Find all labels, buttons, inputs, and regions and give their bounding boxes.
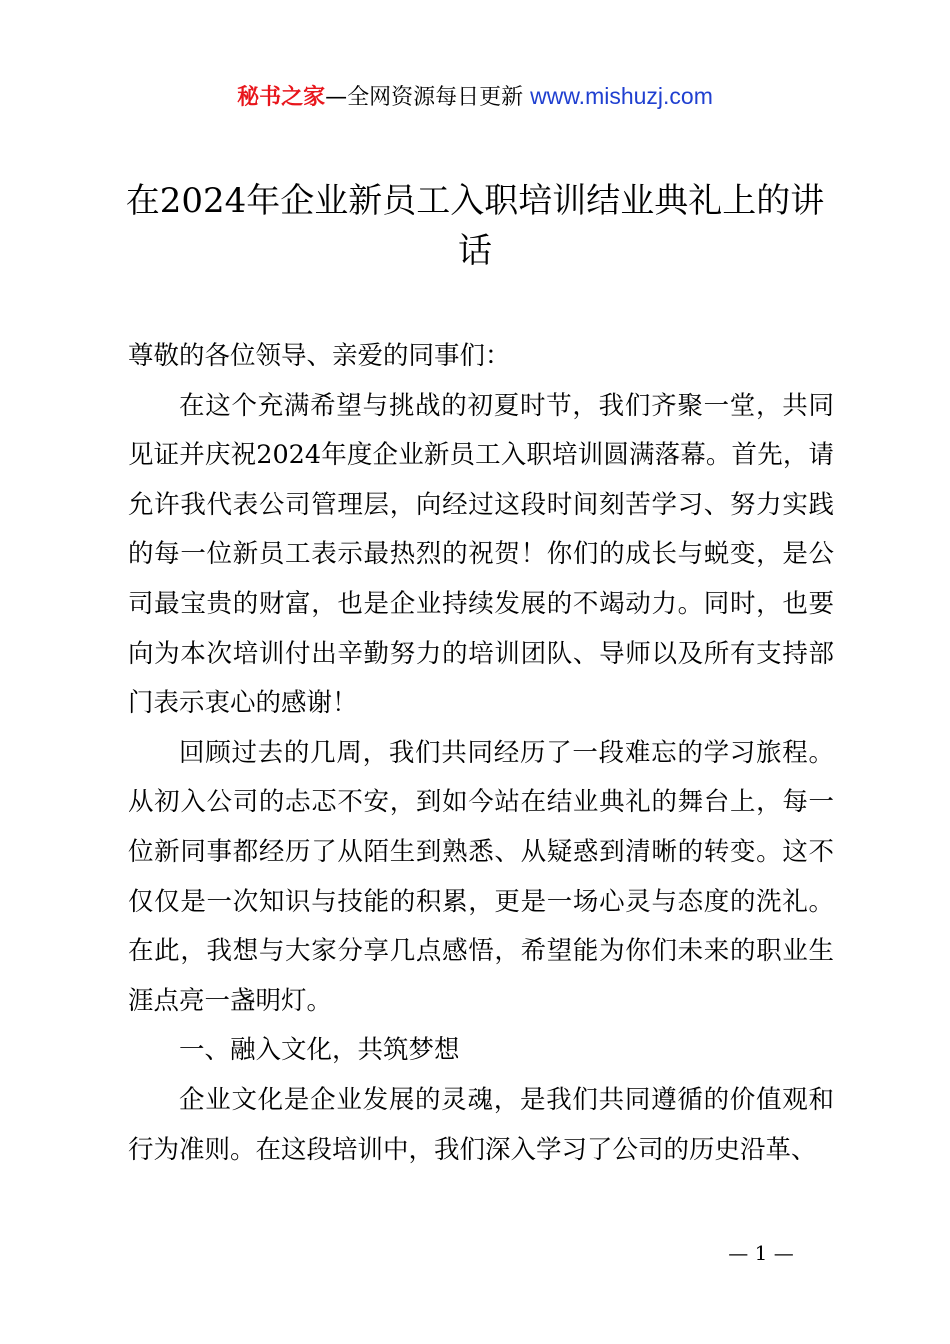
page-number: — 1 — xyxy=(728,1241,794,1265)
site-name: 秘书之家 xyxy=(237,85,326,110)
salutation: 尊敬的各位领导、亲爱的同事们： xyxy=(128,341,511,371)
section-heading: 一、融入文化，共筑梦想 xyxy=(179,1035,460,1066)
site-banner xyxy=(0,80,950,114)
body-paragraph-1: 在这个充满希望与挑战的初夏时节，我们齐聚一堂，共同见证并庆祝2024年度企业新员工入职培训圆满落幕。首先，请允许我代表公司管理层，向经过这段时间刻苦学习、努力实践的每一位新员工表示最热烈的祝贺！你们的成长与蜕变，是公司最宝贵的财富，也是企业持续发展的不竭动力。同时，也要向为本次培训付出辛勤努力的培训团队、导师以及所有支持部门表示衷心的感谢！ xyxy=(128,390,834,719)
section-paragraph: 企业文化是企业发展的灵魂，是我们共同遵循的价值观和行为准则。在这段培训中，我们深入学习了公司的历史沿革、 xyxy=(128,1084,834,1165)
document-body xyxy=(128,332,834,1175)
site-url-link[interactable]: www.mishuzj.com xyxy=(530,83,713,109)
document-title: 在2024年企业新员工入职培训结业典礼上的讲话 xyxy=(125,181,825,271)
site-slogan: —全网资源每日更新 xyxy=(325,85,524,110)
body-paragraph-2: 回顾过去的几周，我们共同经历了一段难忘的学习旅程。从初入公司的忐忑不安，到如今站在结业典礼的舞台上，每一位新同事都经历了从陌生到熟悉、从疑惑到清晰的转变。这不仅仅是一次知识与技能的积累，更是一场心灵与态度的洗礼。在此，我想与大家分享几点感悟，希望能为你们未来的职业生涯点亮一盏明灯。 xyxy=(128,737,834,1016)
